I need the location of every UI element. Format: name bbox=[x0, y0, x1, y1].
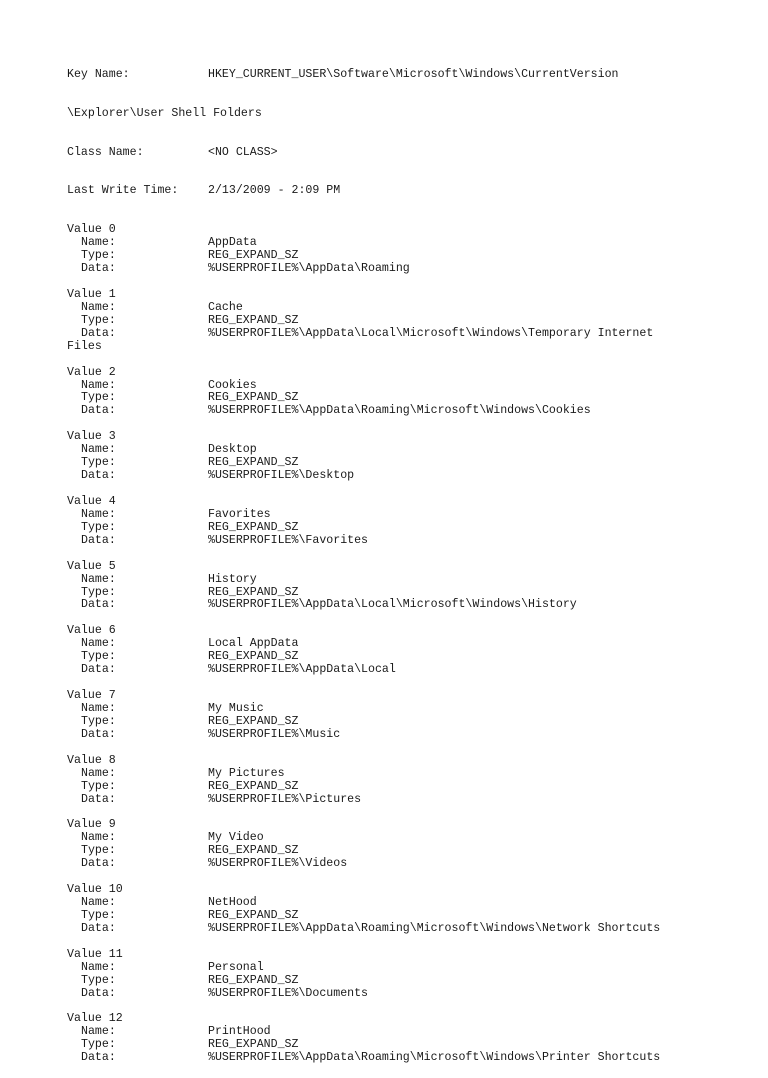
value-type: REG_EXPAND_SZ bbox=[208, 650, 299, 664]
value-type-line bbox=[67, 845, 747, 858]
value-data: %USERPROFILE%\AppData\Local\Microsoft\Windows\Temporary Internet bbox=[208, 326, 654, 340]
value-data-label: Data: bbox=[81, 533, 116, 547]
value-name-line bbox=[67, 832, 747, 845]
value-type: REG_EXPAND_SZ bbox=[208, 391, 299, 405]
value-data: %USERPROFILE%\Pictures bbox=[208, 792, 362, 806]
value-type-line bbox=[67, 975, 747, 988]
value-type: REG_EXPAND_SZ bbox=[208, 456, 299, 470]
value-data-label: Data: bbox=[81, 857, 116, 871]
value-type: REG_EXPAND_SZ bbox=[208, 973, 299, 987]
value-data-line bbox=[67, 664, 747, 677]
value-data-line bbox=[67, 599, 747, 612]
value-data-line bbox=[67, 263, 747, 276]
value-data-line bbox=[67, 794, 747, 807]
value-type: REG_EXPAND_SZ bbox=[208, 313, 299, 327]
value-title: Value 11 bbox=[67, 947, 123, 961]
value-name-label: Name: bbox=[81, 236, 116, 250]
value-data-line bbox=[67, 535, 747, 548]
value-name: NetHood bbox=[208, 896, 257, 910]
value-data: %USERPROFILE%\AppData\Roaming\Microsoft\Windows\Printer Shortcuts bbox=[208, 1051, 661, 1065]
value-type-label: Type: bbox=[81, 844, 116, 858]
value-data: %USERPROFILE%\AppData\Local bbox=[208, 663, 396, 677]
value-data-label: Data: bbox=[81, 404, 116, 418]
value-name-label: Name: bbox=[81, 896, 116, 910]
value-type-label: Type: bbox=[81, 650, 116, 664]
value-type-line bbox=[67, 716, 747, 729]
blank-line bbox=[67, 936, 747, 949]
value-type-label: Type: bbox=[81, 520, 116, 534]
value-data-line bbox=[67, 405, 747, 418]
value-name-line bbox=[67, 638, 747, 651]
value-type: REG_EXPAND_SZ bbox=[208, 908, 299, 922]
value-name-label: Name: bbox=[81, 1025, 116, 1039]
value-data: %USERPROFILE%\AppData\Local\Microsoft\Windows\History bbox=[208, 598, 577, 612]
value-name-label: Name: bbox=[81, 960, 116, 974]
registry-values-list bbox=[67, 224, 747, 1065]
value-data-label: Data: bbox=[81, 792, 116, 806]
value-title: Value 6 bbox=[67, 624, 116, 638]
value-name-label: Name: bbox=[81, 300, 116, 314]
value-name-line bbox=[67, 302, 747, 315]
value-type: REG_EXPAND_SZ bbox=[208, 1038, 299, 1052]
value-type-label: Type: bbox=[81, 714, 116, 728]
key-name-line bbox=[67, 69, 747, 82]
value-type-label: Type: bbox=[81, 313, 116, 327]
value-name: Cache bbox=[208, 300, 243, 314]
last-write-time-value: 2/13/2009 - 2:09 PM bbox=[208, 184, 341, 198]
blank-line bbox=[67, 483, 747, 496]
registry-value-entry bbox=[67, 367, 747, 419]
value-type-label: Type: bbox=[81, 908, 116, 922]
value-data-label: Data: bbox=[81, 326, 116, 340]
value-type-label: Type: bbox=[81, 585, 116, 599]
value-type: REG_EXPAND_SZ bbox=[208, 249, 299, 263]
blank-line bbox=[67, 276, 747, 289]
value-type-label: Type: bbox=[81, 1038, 116, 1052]
value-name: Personal bbox=[208, 960, 264, 974]
registry-export-document bbox=[67, 43, 747, 1078]
value-data-continuation: Files bbox=[67, 339, 102, 353]
value-title: Value 8 bbox=[67, 753, 116, 767]
value-name-line bbox=[67, 768, 747, 781]
registry-value-entry bbox=[67, 625, 747, 677]
value-title: Value 4 bbox=[67, 494, 116, 508]
value-data-line bbox=[67, 1052, 747, 1065]
value-data-label: Data: bbox=[81, 469, 116, 483]
value-name-line bbox=[67, 509, 747, 522]
value-name: My Video bbox=[208, 831, 264, 845]
value-data: %USERPROFILE%\Desktop bbox=[208, 469, 355, 483]
value-data: %USERPROFILE%\Music bbox=[208, 727, 341, 741]
registry-value-entry bbox=[67, 224, 747, 276]
value-data-line bbox=[67, 470, 747, 483]
value-data-label: Data: bbox=[81, 598, 116, 612]
value-name: PrintHood bbox=[208, 1025, 271, 1039]
blank-line bbox=[67, 677, 747, 690]
key-name-value: HKEY_CURRENT_USER\Software\Microsoft\Windows\CurrentVersion bbox=[208, 67, 619, 81]
registry-value-entry bbox=[67, 1013, 747, 1065]
value-name: My Music bbox=[208, 701, 264, 715]
value-name: Desktop bbox=[208, 443, 257, 457]
value-name-line bbox=[67, 897, 747, 910]
value-name-label: Name: bbox=[81, 572, 116, 586]
value-name-line bbox=[67, 444, 747, 457]
value-data: %USERPROFILE%\AppData\Roaming bbox=[208, 262, 410, 276]
value-data-line bbox=[67, 923, 747, 936]
value-name-line bbox=[67, 380, 747, 393]
value-name-label: Name: bbox=[81, 766, 116, 780]
registry-value-entry bbox=[67, 755, 747, 807]
value-name-label: Name: bbox=[81, 378, 116, 392]
value-name-label: Name: bbox=[81, 507, 116, 521]
value-type: REG_EXPAND_SZ bbox=[208, 585, 299, 599]
blank-line bbox=[67, 418, 747, 431]
value-name-line bbox=[67, 574, 747, 587]
value-name: History bbox=[208, 572, 257, 586]
class-name-line bbox=[67, 147, 747, 160]
registry-value-entry bbox=[67, 289, 747, 354]
value-name-line bbox=[67, 1026, 747, 1039]
blank-line bbox=[67, 548, 747, 561]
blank-line bbox=[67, 612, 747, 625]
registry-value-entry bbox=[67, 496, 747, 548]
value-title: Value 0 bbox=[67, 223, 116, 237]
value-data-label: Data: bbox=[81, 1051, 116, 1065]
value-data-label: Data: bbox=[81, 986, 116, 1000]
value-type-line bbox=[67, 457, 747, 470]
value-name-label: Name: bbox=[81, 831, 116, 845]
registry-value-entry bbox=[67, 561, 747, 613]
value-name: Cookies bbox=[208, 378, 257, 392]
value-title: Value 7 bbox=[67, 689, 116, 703]
value-type-label: Type: bbox=[81, 973, 116, 987]
value-type-line bbox=[67, 781, 747, 794]
value-title: Value 9 bbox=[67, 818, 116, 832]
value-type: REG_EXPAND_SZ bbox=[208, 779, 299, 793]
value-data-label: Data: bbox=[81, 663, 116, 677]
value-type: REG_EXPAND_SZ bbox=[208, 714, 299, 728]
value-title: Value 5 bbox=[67, 559, 116, 573]
value-data-label: Data: bbox=[81, 262, 116, 276]
registry-value-entry bbox=[67, 431, 747, 483]
value-data: %USERPROFILE%\Videos bbox=[208, 857, 348, 871]
value-type-line bbox=[67, 651, 747, 664]
value-title: Value 1 bbox=[67, 287, 116, 301]
value-type-label: Type: bbox=[81, 391, 116, 405]
key-name-label: Key Name: bbox=[67, 67, 130, 81]
blank-line bbox=[67, 806, 747, 819]
value-title: Value 10 bbox=[67, 883, 123, 897]
blank-line bbox=[67, 1001, 747, 1014]
last-write-time-label: Last Write Time: bbox=[67, 184, 179, 198]
value-name-label: Name: bbox=[81, 637, 116, 651]
value-name: Local AppData bbox=[208, 637, 299, 651]
value-name-line bbox=[67, 703, 747, 716]
value-name: Favorites bbox=[208, 507, 271, 521]
registry-value-entry bbox=[67, 884, 747, 936]
value-data-line bbox=[67, 988, 747, 1001]
key-name-continuation-line bbox=[67, 108, 747, 121]
value-data-line bbox=[67, 328, 747, 341]
value-data-label: Data: bbox=[81, 727, 116, 741]
value-name: My Pictures bbox=[208, 766, 285, 780]
value-name-label: Name: bbox=[81, 701, 116, 715]
registry-value-entry bbox=[67, 819, 747, 871]
value-data: %USERPROFILE%\Documents bbox=[208, 986, 369, 1000]
value-name-line bbox=[67, 962, 747, 975]
value-name-line bbox=[67, 237, 747, 250]
registry-value-entry bbox=[67, 690, 747, 742]
blank-line bbox=[67, 871, 747, 884]
value-title: Value 12 bbox=[67, 1012, 123, 1026]
value-data: %USERPROFILE%\AppData\Roaming\Microsoft\Windows\Cookies bbox=[208, 404, 591, 418]
value-type: REG_EXPAND_SZ bbox=[208, 844, 299, 858]
blank-line bbox=[67, 354, 747, 367]
value-name: AppData bbox=[208, 236, 257, 250]
value-type-label: Type: bbox=[81, 249, 116, 263]
key-name-continuation: \Explorer\User Shell Folders bbox=[67, 106, 262, 120]
value-type-line bbox=[67, 522, 747, 535]
value-data-line bbox=[67, 858, 747, 871]
blank-line bbox=[67, 742, 747, 755]
value-data-line bbox=[67, 729, 747, 742]
value-title: Value 3 bbox=[67, 430, 116, 444]
registry-value-entry bbox=[67, 949, 747, 1001]
class-name-label: Class Name: bbox=[67, 145, 144, 159]
value-type: REG_EXPAND_SZ bbox=[208, 520, 299, 534]
value-name-label: Name: bbox=[81, 443, 116, 457]
value-data-label: Data: bbox=[81, 921, 116, 935]
value-type-label: Type: bbox=[81, 779, 116, 793]
value-data: %USERPROFILE%\AppData\Roaming\Microsoft\Windows\Network Shortcuts bbox=[208, 921, 661, 935]
value-title: Value 2 bbox=[67, 365, 116, 379]
value-data: %USERPROFILE%\Favorites bbox=[208, 533, 369, 547]
last-write-time-line bbox=[67, 185, 747, 198]
value-type-label: Type: bbox=[81, 456, 116, 470]
class-name-value: <NO CLASS> bbox=[208, 145, 278, 159]
